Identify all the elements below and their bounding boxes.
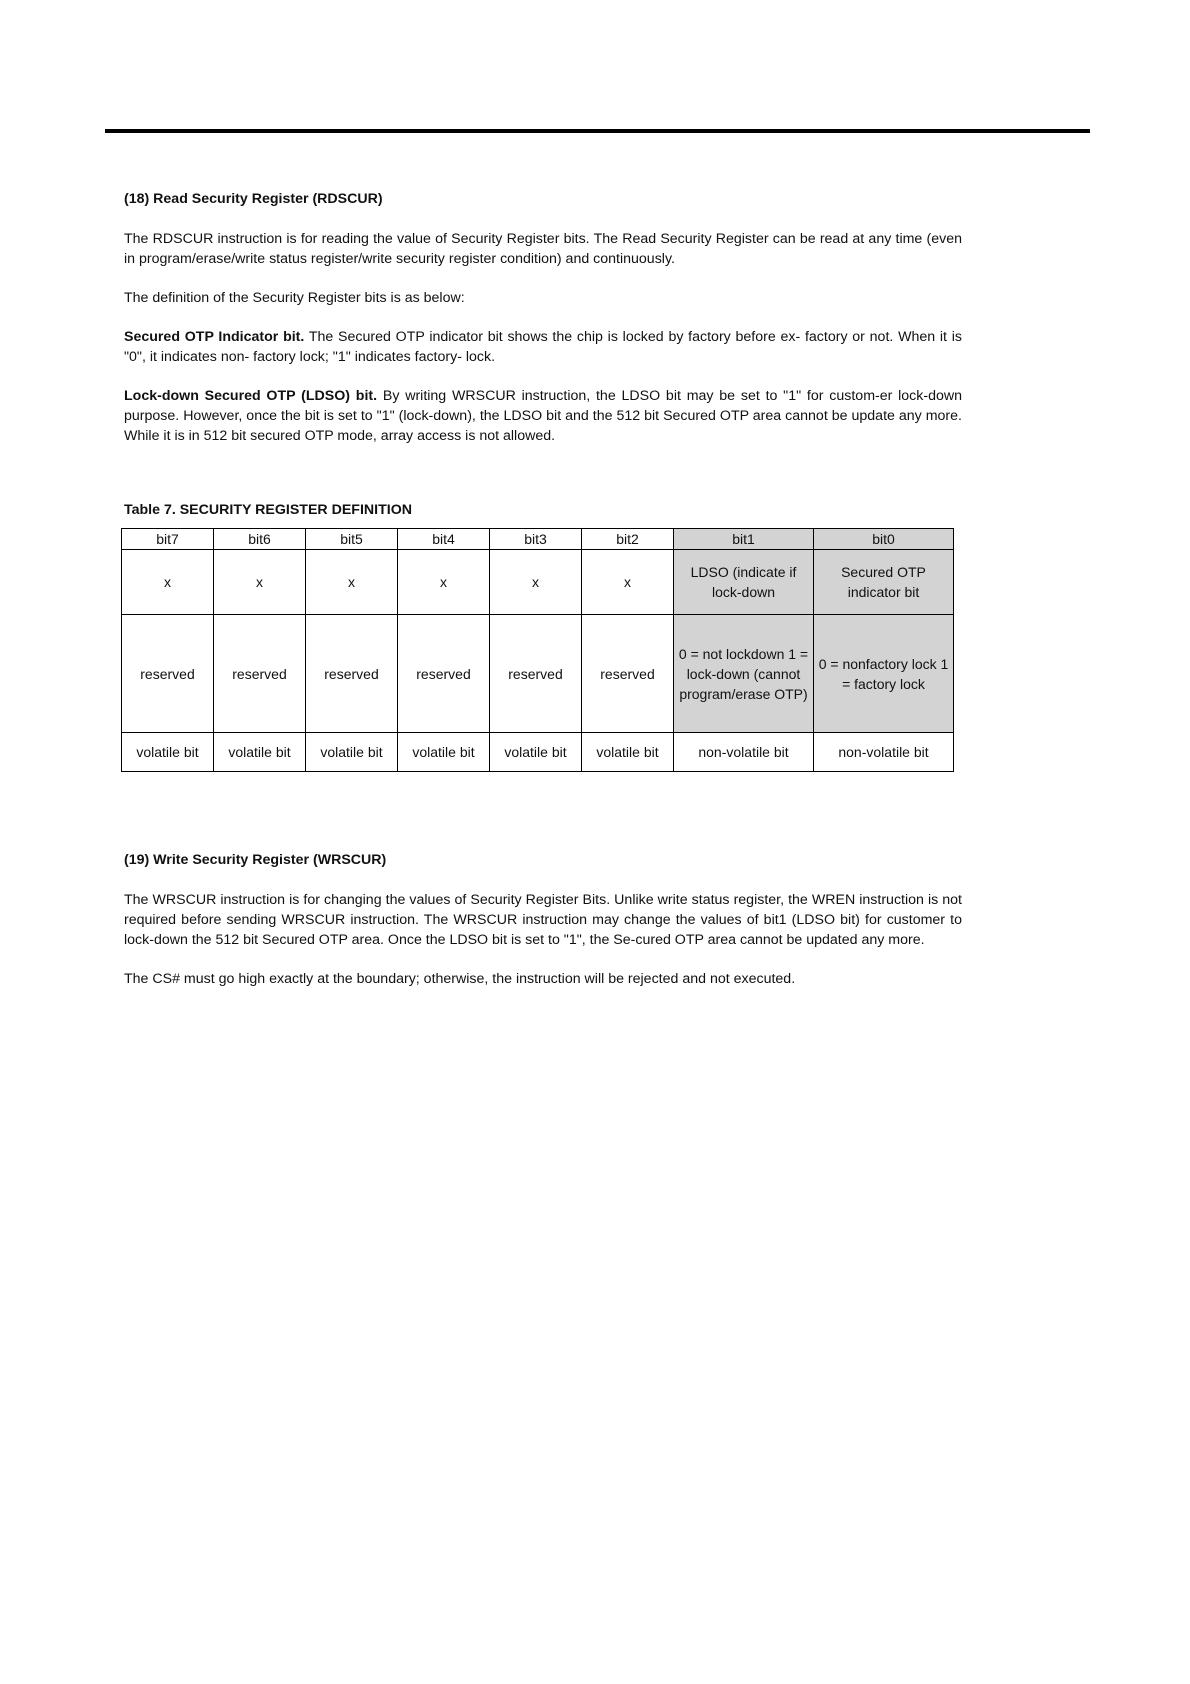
term-ldso: Lock-down Secured OTP (LDSO) bit. (124, 388, 378, 404)
table-cell: volatile bit (582, 733, 674, 772)
table-cell: x (582, 550, 674, 615)
table-cell: x (122, 550, 214, 615)
section-heading-wrscur: (19) Write Security Register (WRSCUR) (124, 852, 387, 868)
security-register-table (121, 528, 954, 772)
text-otp-indicator: The Secured OTP indicator bit shows the chip is locked by factory before ex- factory or not. When it is "0", it indicates non- factory lock; "1" indicates factory- lock. (124, 329, 962, 365)
table-row-function (122, 615, 954, 733)
table-cell: x (214, 550, 306, 615)
header-bit3: bit3 (490, 529, 582, 550)
table-cell: reserved (214, 615, 306, 733)
header-bit7: bit7 (122, 529, 214, 550)
header-bit1: bit1 (674, 529, 814, 550)
text-ldso: By writing WRSCUR instruction, the LDSO bit may be set to "1" for custom-er lock-down purpose. However, once the bit is set to "1" (lock-down), the LDSO bit and the 512 bit Secured OTP area cannot be update any more. While it is in 512 bit secured OTP mode, array access is not allowed. (124, 388, 963, 444)
table-cell: reserved (306, 615, 398, 733)
table-cell-ldso-function: 0 = not lockdown 1 = lock-down (cannot program/erase OTP) (674, 615, 814, 733)
table-cell: x (398, 550, 490, 615)
document-body (124, 189, 962, 1008)
paragraph-register-definition: The definition of the Security Register bits is as below: (124, 290, 465, 306)
table-cell: x (306, 550, 398, 615)
table-cell: reserved (490, 615, 582, 733)
table-cell: reserved (122, 615, 214, 733)
header-bit0: bit0 (814, 529, 954, 550)
table-cell: reserved (582, 615, 674, 733)
table-cell-otp-indicator: Secured OTP indicator bit (814, 550, 954, 615)
table-cell: non-volatile bit (814, 733, 954, 772)
table-cell: volatile bit (490, 733, 582, 772)
table-cell: volatile bit (306, 733, 398, 772)
table-cell: volatile bit (214, 733, 306, 772)
section-wrscur (124, 850, 962, 989)
header-bit2: bit2 (582, 529, 674, 550)
table-header-row (122, 529, 954, 550)
table-cell: x (490, 550, 582, 615)
header-bit4: bit4 (398, 529, 490, 550)
table-cell: volatile bit (398, 733, 490, 772)
section-rdscur (124, 189, 962, 446)
table-cell-ldso: LDSO (indicate if lock-down (674, 550, 814, 615)
paragraph-ldso (124, 386, 962, 446)
table-cell: non-volatile bit (674, 733, 814, 772)
table-row-description (122, 550, 954, 615)
paragraph-cs-boundary: The CS# must go high exactly at the boundary; otherwise, the instruction will be rejected and not executed. (124, 971, 796, 987)
table-cell: volatile bit (122, 733, 214, 772)
paragraph-wrscur-intro: The WRSCUR instruction is for changing the values of Security Register Bits. Unlike write status register, the WREN instruction is not required before sending WRSCUR instruction. The WRSCUR instruction may change the values of bit1 (LDSO bit) for customer to lock-down the 512 bit Secured OTP area. Once the LDSO bit is set to "1", the Se-cured OTP area cannot be updated any more. (124, 892, 962, 948)
table-row-type (122, 733, 954, 772)
term-otp-indicator: Secured OTP Indicator bit. (124, 329, 305, 345)
section-heading-rdscur: (18) Read Security Register (RDSCUR) (124, 191, 383, 207)
paragraph-rdscur-intro: The RDSCUR instruction is for reading the value of Security Register bits. The Read Security Register can be read at any time (even in program/erase/write status register/write security register condition) and continuously. (124, 231, 962, 267)
table-cell: reserved (398, 615, 490, 733)
table-cell-otp-function: 0 = nonfactory lock 1 = factory lock (814, 615, 954, 733)
header-rule (105, 129, 1090, 133)
table-caption: Table 7. SECURITY REGISTER DEFINITION (124, 502, 412, 518)
header-bit6: bit6 (214, 529, 306, 550)
paragraph-otp-indicator (124, 327, 962, 367)
header-bit5: bit5 (306, 529, 398, 550)
